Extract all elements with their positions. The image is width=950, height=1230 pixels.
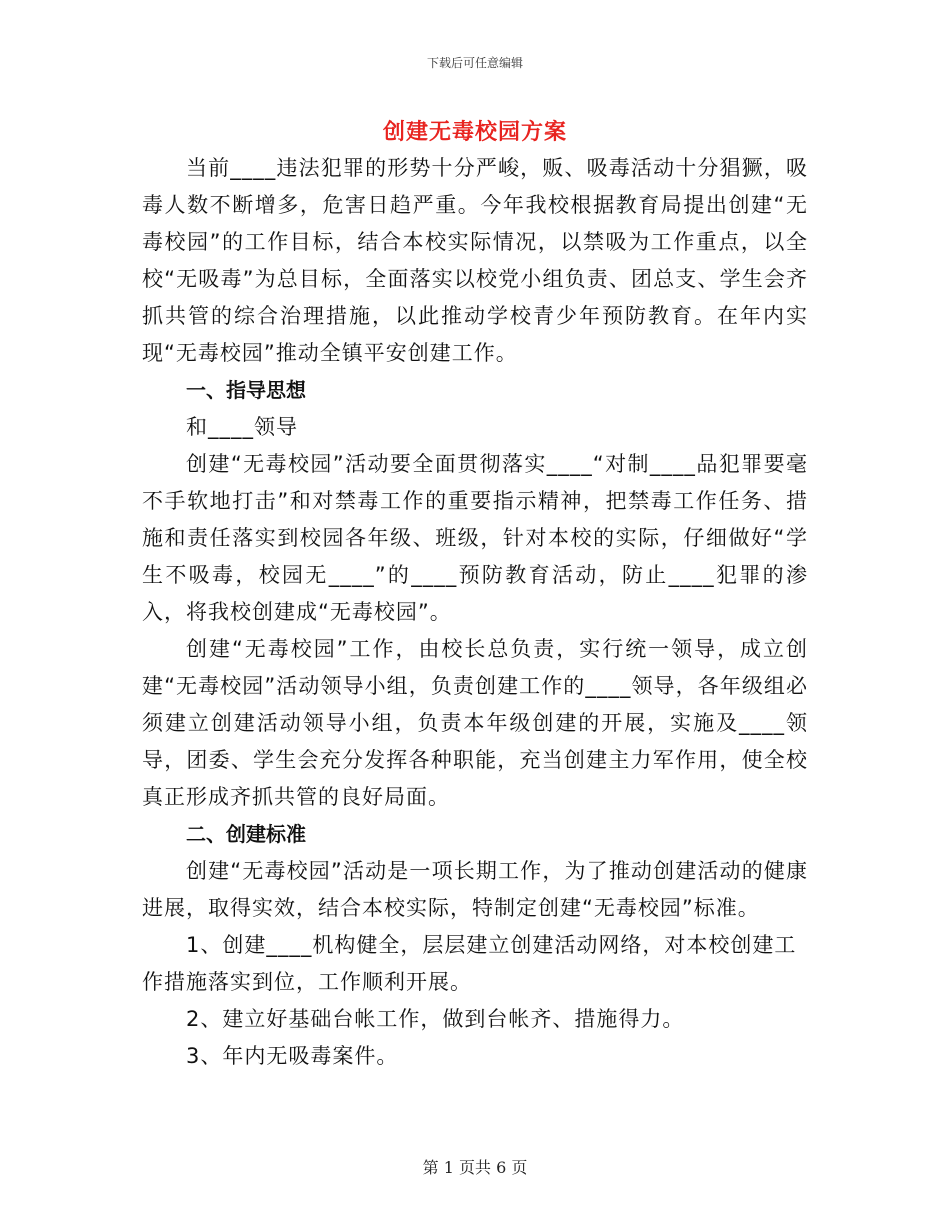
section1-paragraph-1: 创建“无毒校园”活动要全面贯彻落实____“对制____品犯罪要毫不手软地打击”和对禁毒工作的重要指示精神，把禁毒工作任务、措施和责任落实到校园各年级、班级，针对本校的实际，仔细做好“学生不吸毒，校园无____”的____预防教育活动，防止____犯罪的渗入，将我校创建成“无毒校园”。 — [142, 452, 808, 624]
list-item: 3、年内无吸毒案件。 — [186, 1044, 399, 1068]
list-item: 1、创建____机构健全，层层建立创建活动网络，对本校创建工作措施落实到位，工作顺利开展。 — [142, 933, 797, 994]
section2-paragraph-1: 创建“无毒校园”活动是一项长期工作，为了推动创建活动的健康进展，取得实效，结合本校实际，特制定创建“无毒校园”标准。 — [142, 859, 808, 920]
list-item: 2、建立好基础台帐工作，做到台帐齐、措施得力。 — [186, 1007, 685, 1031]
section-heading-guiding-ideology: 一、指导思想 — [186, 378, 306, 402]
document-title: 创建无毒校园方案 — [382, 120, 567, 145]
intro-paragraph: 当前____违法犯罪的形势十分严峻，贩、吸毒活动十分猖獗，吸毒人数不断增多，危害日趋严重。今年我校根据教育局提出创建“无毒校园”的工作目标，结合本校实际情况，以禁吸为工作重点，以全校“无吸毒”为总目标，全面落实以校党小组负责、团总支、学生会齐抓共管的综合治理措施，以此推动学校青少年预防教育。在年内实现“无毒校园”推动全镇平安创建工作。 — [142, 156, 808, 365]
section-heading-standards: 二、创建标准 — [186, 822, 306, 846]
section1-line1: 和____领导 — [186, 415, 298, 439]
section1-paragraph-2: 创建“无毒校园”工作，由校长总负责，实行统一领导，成立创建“无毒校园”活动领导小组，负责创建工作的____领导，各年级组必须建立创建活动领导小组，负责本年级创建的开展，实施及____领导，团委、学生会充分发挥各种职能，充当创建主力军作用，使全校真正形成齐抓共管的良好局面。 — [142, 637, 808, 809]
page-footer: 第 1 页共 6 页 — [422, 1158, 528, 1177]
header-note: 下载后可任意编辑 — [426, 56, 523, 70]
document-body — [142, 150, 808, 1075]
